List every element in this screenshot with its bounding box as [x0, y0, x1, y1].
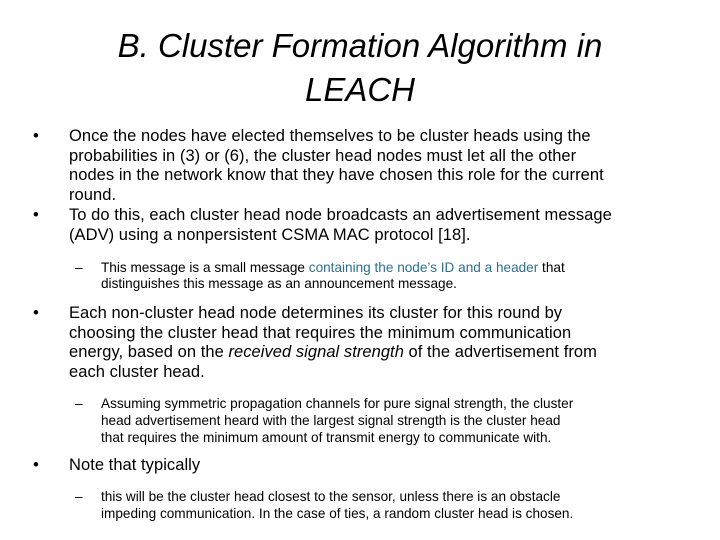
bullet-3-line-4: each cluster head. — [69, 362, 205, 381]
sub-bullet-2 — [0, 260, 720, 293]
bullet-4-line-1: Note that typically — [69, 456, 201, 475]
dash-marker: – — [75, 259, 83, 275]
sub-bullet-2-line-1 — [101, 260, 686, 277]
bullet-4 — [0, 456, 720, 476]
bullet-marker: • — [33, 456, 39, 475]
sub-bullet-3-line-2: head advertisement heard with the largest signal strength is the cluster head — [101, 413, 561, 429]
bullet-1 — [0, 127, 720, 205]
title-line-1: B. Cluster Formation Algorithm in — [117, 27, 603, 64]
bullet-3 — [0, 304, 720, 382]
dash-marker: – — [75, 489, 83, 505]
bullet-1-line-3: nodes in the network know that they have chosen this role for the current — [69, 166, 604, 185]
sub-bullet-3 — [0, 396, 720, 446]
bullet-marker: • — [33, 303, 39, 322]
sub-bullet-3-line-3: that requires the minimum amount of transmit energy to communicate with. — [101, 429, 552, 445]
bullet-marker: • — [33, 127, 39, 145]
sub-bullet-4-line-2: impeding communication. In the case of ties, a random cluster head is chosen. — [101, 505, 574, 521]
dash-marker: – — [75, 396, 83, 412]
bullet-3-line-2: choosing the cluster head that requires the minimum communication — [69, 323, 572, 342]
bullet-3-text-a: energy, based on the — [69, 343, 229, 362]
highlighted-text: containing the node’s ID and a header — [308, 259, 539, 275]
sub-bullet-2-text-a: This message is a small message — [101, 259, 309, 275]
sub-bullet-2-line-2: distinguishes this message as an announcement message. — [101, 276, 457, 292]
bullet-1-line-2: probabilities in (3) or (6), the cluster head nodes must let all the other — [69, 146, 577, 165]
bullet-2-line-2: (ADV) using a nonpersistent CSMA MAC protocol [18]. — [69, 225, 471, 244]
sub-bullet-2-text-b: that — [538, 259, 565, 275]
emphasis-text: received signal strength — [228, 343, 404, 362]
bullet-2-line-1: To do this, each cluster head node broadcasts an advertisement message — [69, 206, 612, 225]
bullet-2 — [0, 206, 720, 245]
bullet-3-text-b: of the advertisement from — [403, 343, 597, 362]
bullet-3-line-3 — [69, 343, 686, 363]
sub-bullet-4-line-1: this will be the cluster head closest to the sensor, unless there is an obstacle — [101, 489, 561, 505]
title-line-2: LEACH — [304, 71, 416, 108]
slide-body — [0, 127, 720, 522]
sub-bullet-3-line-1: Assuming symmetric propagation channels for pure signal strength, the cluster — [101, 396, 574, 412]
bullet-1-line-1: Once the nodes have elected themselves to be cluster heads using the — [69, 127, 591, 145]
sub-bullet-4 — [0, 489, 720, 522]
bullet-1-line-4: round. — [69, 185, 117, 204]
slide-title — [40, 24, 680, 112]
bullet-marker: • — [33, 206, 39, 225]
bullet-3-line-1: Each non-cluster head node determines its cluster for this round by — [69, 303, 563, 322]
